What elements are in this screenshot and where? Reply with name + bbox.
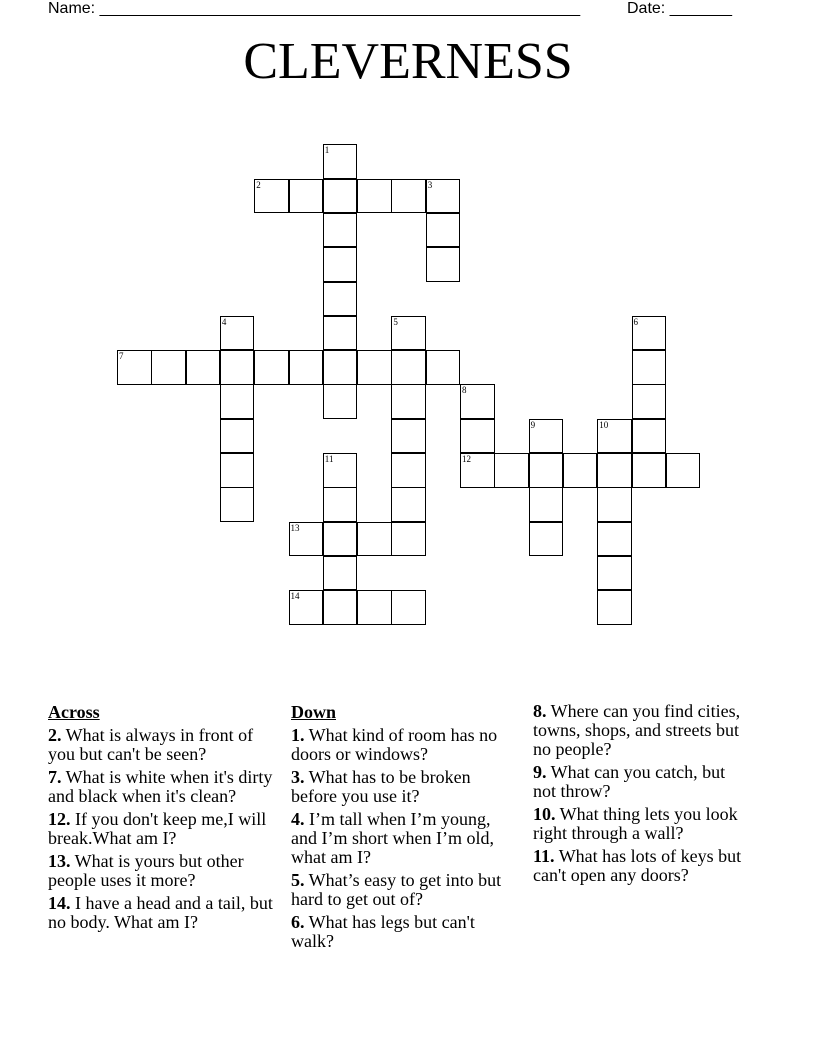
- clue-item: [291, 810, 511, 867]
- grid-cell[interactable]: [426, 350, 461, 385]
- grid-cell[interactable]: [632, 350, 667, 385]
- clue-item: [48, 852, 273, 890]
- grid-cell[interactable]: [323, 384, 358, 419]
- across-clue-list: [48, 726, 273, 932]
- clue-text: What thing lets you look right through a wall?: [533, 804, 738, 843]
- clue-number: 12.: [48, 809, 71, 829]
- grid-cell[interactable]: [323, 350, 358, 385]
- grid-cell[interactable]: [323, 144, 358, 179]
- across-heading: Across: [48, 702, 100, 722]
- clue-item: [533, 763, 748, 801]
- grid-cell[interactable]: [323, 453, 358, 488]
- grid-cell[interactable]: [529, 419, 564, 454]
- grid-cell[interactable]: [529, 453, 564, 488]
- grid-cell[interactable]: [186, 350, 221, 385]
- clue-item: [48, 726, 273, 764]
- clue-number: 8.: [533, 701, 547, 721]
- clue-text: What can you catch, but not throw?: [533, 762, 726, 801]
- clue-number: 10.: [533, 804, 556, 824]
- clue-number: 9.: [533, 762, 547, 782]
- cell-number: 13: [290, 522, 300, 533]
- grid-cell[interactable]: [597, 556, 632, 591]
- clue-number: 5.: [291, 870, 305, 890]
- grid-cell[interactable]: [391, 453, 426, 488]
- grid-cell[interactable]: [426, 179, 461, 214]
- grid-cell[interactable]: [151, 350, 186, 385]
- clue-number: 1.: [291, 725, 305, 745]
- grid-cell[interactable]: [460, 384, 495, 419]
- down-clue-list: [291, 726, 511, 951]
- cell-number: 9: [530, 419, 536, 430]
- clue-item: [533, 702, 748, 759]
- grid-cell[interactable]: [254, 350, 289, 385]
- name-field[interactable]: Name: ______________________________________________________: [48, 0, 581, 17]
- grid-cell[interactable]: [323, 179, 358, 214]
- grid-cell[interactable]: [494, 453, 529, 488]
- clue-item: [291, 726, 511, 764]
- grid-cell[interactable]: [597, 453, 632, 488]
- clue-number: 13.: [48, 851, 71, 871]
- clue-text: What has legs but can't walk?: [291, 912, 475, 951]
- clue-text: What is always in front of you but can't be seen?: [48, 725, 254, 764]
- clue-number: 3.: [291, 767, 305, 787]
- clue-number: 6.: [291, 912, 305, 932]
- grid-cell[interactable]: [529, 522, 564, 557]
- clue-number: 2.: [48, 725, 62, 745]
- grid-cell[interactable]: [323, 522, 358, 557]
- grid-cell[interactable]: [289, 590, 324, 625]
- grid-cell[interactable]: [597, 522, 632, 557]
- clue-text: What is white when it's dirty and black when it's clean?: [48, 767, 273, 806]
- grid-cell[interactable]: [323, 590, 358, 625]
- date-field[interactable]: Date: _______: [627, 0, 732, 17]
- clue-number: 11.: [533, 846, 555, 866]
- clue-item: [291, 871, 511, 909]
- grid-cell[interactable]: [632, 316, 667, 351]
- grid-cell[interactable]: [323, 247, 358, 282]
- grid-cell[interactable]: [357, 350, 392, 385]
- clue-item: [291, 768, 511, 806]
- down-clues: [291, 702, 511, 955]
- clue-text: What has lots of keys but can't open any doors?: [533, 846, 742, 885]
- down-clues-continued: [533, 702, 748, 889]
- grid-cell[interactable]: [632, 419, 667, 454]
- cell-number: 4: [221, 316, 227, 327]
- grid-cell[interactable]: [529, 487, 564, 522]
- cell-number: 8: [462, 385, 467, 396]
- grid-cell[interactable]: [357, 179, 392, 214]
- clue-text: What is yours but other people uses it more?: [48, 851, 244, 890]
- grid-cell[interactable]: [323, 213, 358, 248]
- grid-cell[interactable]: [220, 316, 255, 351]
- grid-cell[interactable]: [357, 590, 392, 625]
- grid-cell[interactable]: [597, 487, 632, 522]
- grid-cell[interactable]: [391, 487, 426, 522]
- clue-item: [533, 847, 748, 885]
- grid-cell[interactable]: [391, 179, 426, 214]
- clue-item: [48, 768, 273, 806]
- clue-text: Where can you find cities, towns, shops, and streets but no people?: [533, 701, 741, 759]
- cell-number: 14: [290, 591, 300, 602]
- grid-cell[interactable]: [391, 316, 426, 351]
- down-heading: Down: [291, 702, 337, 722]
- clue-number: 14.: [48, 893, 71, 913]
- grid-cell[interactable]: [426, 247, 461, 282]
- clue-text: I’m tall when I’m young, and I’m short when I’m old, what am I?: [291, 809, 494, 867]
- grid-cell[interactable]: [117, 350, 152, 385]
- grid-cell[interactable]: [597, 590, 632, 625]
- clue-text: I have a head and a tail, but no body. What am I?: [48, 893, 273, 932]
- page-title: CLEVERNESS: [243, 33, 573, 90]
- clue-number: 4.: [291, 809, 305, 829]
- cell-number: 7: [119, 351, 124, 362]
- grid-cell[interactable]: [391, 419, 426, 454]
- grid-cell[interactable]: [426, 213, 461, 248]
- grid-cell[interactable]: [289, 179, 324, 214]
- grid-cell[interactable]: [632, 453, 667, 488]
- clue-text: What’s easy to get into but hard to get out of?: [291, 870, 502, 909]
- clue-text: What kind of room has no doors or windows?: [291, 725, 498, 764]
- grid-cell[interactable]: [391, 522, 426, 557]
- grid-cell[interactable]: [357, 522, 392, 557]
- cell-number: 1: [324, 145, 330, 156]
- grid-cell[interactable]: [220, 384, 255, 419]
- grid-cell[interactable]: [391, 590, 426, 625]
- cell-number: 10: [599, 419, 609, 430]
- grid-cell[interactable]: [323, 316, 358, 351]
- grid-cell[interactable]: [323, 487, 358, 522]
- grid-cell[interactable]: [597, 419, 632, 454]
- clue-item: [291, 913, 511, 951]
- grid-cell[interactable]: [220, 453, 255, 488]
- clue-text: If you don't keep me,I will break.What am I?: [48, 809, 267, 848]
- grid-cell[interactable]: [666, 453, 701, 488]
- grid-cell[interactable]: [391, 350, 426, 385]
- grid-cell[interactable]: [220, 487, 255, 522]
- across-clues: [48, 702, 273, 936]
- cell-number: 6: [633, 316, 638, 327]
- grid-cell[interactable]: [220, 419, 255, 454]
- clue-item: [48, 810, 273, 848]
- grid-cell[interactable]: [632, 384, 667, 419]
- grid-cell[interactable]: [563, 453, 598, 488]
- down-clue-list-continued: [533, 702, 748, 885]
- grid-cell[interactable]: [289, 350, 324, 385]
- clue-number: 7.: [48, 767, 62, 787]
- grid-cell[interactable]: [460, 419, 495, 454]
- grid-cell[interactable]: [220, 350, 255, 385]
- cell-number: 11: [324, 454, 334, 464]
- cell-number: 2: [256, 179, 261, 190]
- grid-cell[interactable]: [460, 453, 495, 488]
- clue-item: [48, 894, 273, 932]
- grid-cell[interactable]: [391, 384, 426, 419]
- clue-item: [533, 805, 748, 843]
- cell-number: 12: [462, 454, 471, 464]
- grid-cell[interactable]: [254, 179, 289, 214]
- cell-number: 5: [393, 316, 398, 327]
- grid-cell[interactable]: [289, 522, 324, 557]
- grid-cell[interactable]: [323, 556, 358, 591]
- cell-number: 3: [427, 179, 433, 190]
- grid-cell[interactable]: [323, 282, 358, 317]
- clue-text: What has to be broken before you use it?: [291, 767, 471, 806]
